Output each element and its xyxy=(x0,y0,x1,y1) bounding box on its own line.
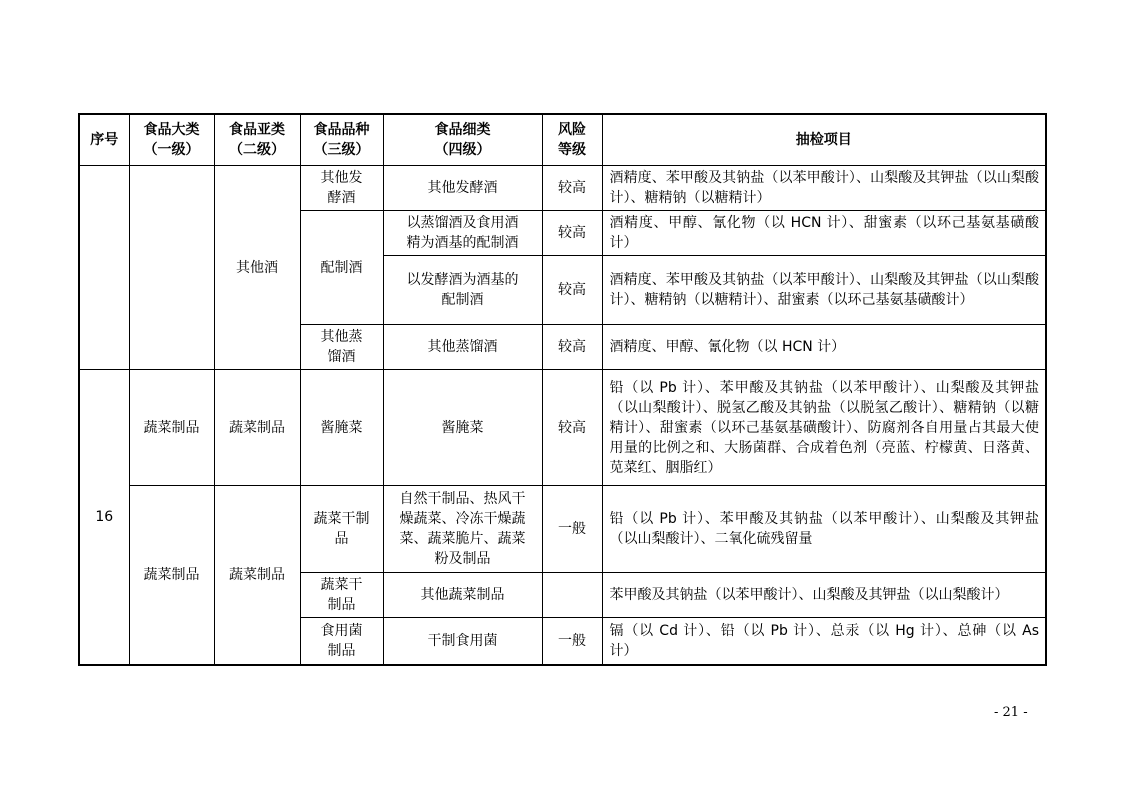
cat3-cell: 配制酒 xyxy=(300,211,383,325)
items-cell: 酒精度、甲醇、氰化物（以 HCN 计）、甜蜜素（以环己基氨基磺酸计） xyxy=(602,211,1046,256)
items-cell: 镉（以 Cd 计）、铅（以 Pb 计）、总汞（以 Hg 计）、总砷（以 As 计） xyxy=(602,618,1046,666)
cat3-line: 食用菌 xyxy=(320,623,363,639)
cat1-cell: 蔬菜制品 xyxy=(129,486,214,666)
cat4-line: 配制酒 xyxy=(441,292,484,308)
header-risk xyxy=(542,114,602,166)
cat4-line: 以蒸馏酒及食用酒 xyxy=(406,215,519,231)
risk-cell xyxy=(542,573,602,618)
risk-cell: 较高 xyxy=(542,256,602,325)
cat3-cell xyxy=(300,618,383,666)
cat4-cell xyxy=(383,211,542,256)
cat4-line: 以发酵酒为酒基的 xyxy=(406,272,519,288)
header-cat3 xyxy=(300,114,383,166)
cat4-cell: 其他蒸馏酒 xyxy=(383,325,542,370)
items-cell: 苯甲酸及其钠盐（以苯甲酸计）、山梨酸及其钾盐（以山梨酸计） xyxy=(602,573,1046,618)
cat3-line: 其他发 xyxy=(320,170,363,186)
cat4-line: 粉及制品 xyxy=(434,551,491,567)
cat3-cell: 酱腌菜 xyxy=(300,370,383,486)
risk-cell: 较高 xyxy=(542,370,602,486)
cat4-cell: 其他蔬菜制品 xyxy=(383,573,542,618)
table-header-row xyxy=(79,114,1046,166)
items-cell: 酒精度、甲醇、氰化物（以 HCN 计） xyxy=(602,325,1046,370)
header-cat3-line2: （三级） xyxy=(313,142,370,158)
table-row xyxy=(79,486,1046,573)
cat3-line: 其他蒸 xyxy=(320,329,363,345)
cat4-cell: 其他发酵酒 xyxy=(383,166,542,211)
cat3-cell xyxy=(300,573,383,618)
header-cat1-line1: 食品大类 xyxy=(143,122,200,138)
cat4-line: 精为酒基的配制酒 xyxy=(406,235,519,251)
header-cat2 xyxy=(214,114,300,166)
cat3-cell xyxy=(300,486,383,573)
cat4-cell xyxy=(383,256,542,325)
risk-cell: 较高 xyxy=(542,325,602,370)
cat3-line: 制品 xyxy=(327,643,356,659)
items-cell: 酒精度、苯甲酸及其钠盐（以苯甲酸计）、山梨酸及其钾盐（以山梨酸计）、糖精钠（以糖精计）、甜蜜素（以环己基氨基磺酸计） xyxy=(602,256,1046,325)
items-cell: 酒精度、苯甲酸及其钠盐（以苯甲酸计）、山梨酸及其钾盐（以山梨酸计）、糖精钠（以糖精计） xyxy=(602,166,1046,211)
cat3-line: 馏酒 xyxy=(327,349,356,365)
cat3-line: 蔬菜干 xyxy=(320,577,363,593)
header-cat1 xyxy=(129,114,214,166)
inspection-table xyxy=(78,113,1047,666)
header-cat4-line2: （四级） xyxy=(434,142,491,158)
cat4-line: 燥蔬菜、冷冻干燥蔬 xyxy=(399,511,526,527)
cat2-cell: 蔬菜制品 xyxy=(214,370,300,486)
cat4-line: 菜、蔬菜脆片、蔬菜 xyxy=(399,531,526,547)
cat3-line: 制品 xyxy=(327,597,356,613)
cat4-cell xyxy=(383,486,542,573)
cat3-cell xyxy=(300,166,383,211)
header-cat4-line1: 食品细类 xyxy=(434,122,491,138)
cat3-cell xyxy=(300,325,383,370)
cat4-cell: 酱腌菜 xyxy=(383,370,542,486)
risk-cell: 较高 xyxy=(542,166,602,211)
cat3-line: 酵酒 xyxy=(327,190,356,206)
header-cat3-line1: 食品品种 xyxy=(313,122,370,138)
cat2-cell: 其他酒 xyxy=(214,166,300,370)
header-cat1-line2: （一级） xyxy=(143,142,200,158)
header-risk-line2: 等级 xyxy=(558,142,586,158)
header-items: 抽检项目 xyxy=(602,114,1046,166)
cat2-cell: 蔬菜制品 xyxy=(214,486,300,666)
header-cat4 xyxy=(383,114,542,166)
cat1-cell: 蔬菜制品 xyxy=(129,370,214,486)
cat4-line: 自然干制品、热风干 xyxy=(399,491,526,507)
header-risk-line1: 风险 xyxy=(558,122,586,138)
items-cell: 铅（以 Pb 计）、苯甲酸及其钠盐（以苯甲酸计）、山梨酸及其钾盐（以山梨酸计）、二氧化硫残留量 xyxy=(602,486,1046,573)
cat4-cell: 干制食用菌 xyxy=(383,618,542,666)
page-number: - 21 - xyxy=(994,705,1028,720)
seq-cell-blank xyxy=(79,166,129,370)
seq-cell: 16 xyxy=(79,370,129,666)
header-cat2-line1: 食品亚类 xyxy=(229,122,285,138)
header-cat2-line2: （二级） xyxy=(229,142,285,158)
cat1-cell-blank xyxy=(129,166,214,370)
cat3-line: 品 xyxy=(334,531,349,547)
header-seq: 序号 xyxy=(79,114,129,166)
risk-cell: 一般 xyxy=(542,486,602,573)
risk-cell: 较高 xyxy=(542,211,602,256)
risk-cell: 一般 xyxy=(542,618,602,666)
table-row xyxy=(79,166,1046,211)
table-row xyxy=(79,370,1046,486)
cat3-line: 蔬菜干制 xyxy=(313,511,370,527)
items-cell: 铅（以 Pb 计）、苯甲酸及其钠盐（以苯甲酸计）、山梨酸及其钾盐（以山梨酸计）、脱氢乙酸及其钠盐（以脱氢乙酸计）、糖精钠（以糖精计）、甜蜜素（以环己基氨基磺酸计）、防腐剂各自用量占其最大使用量的比例之和、大肠菌群、合成着色剂（亮蓝、柠檬黄、日落黄、苋菜红、胭脂红） xyxy=(602,370,1046,486)
